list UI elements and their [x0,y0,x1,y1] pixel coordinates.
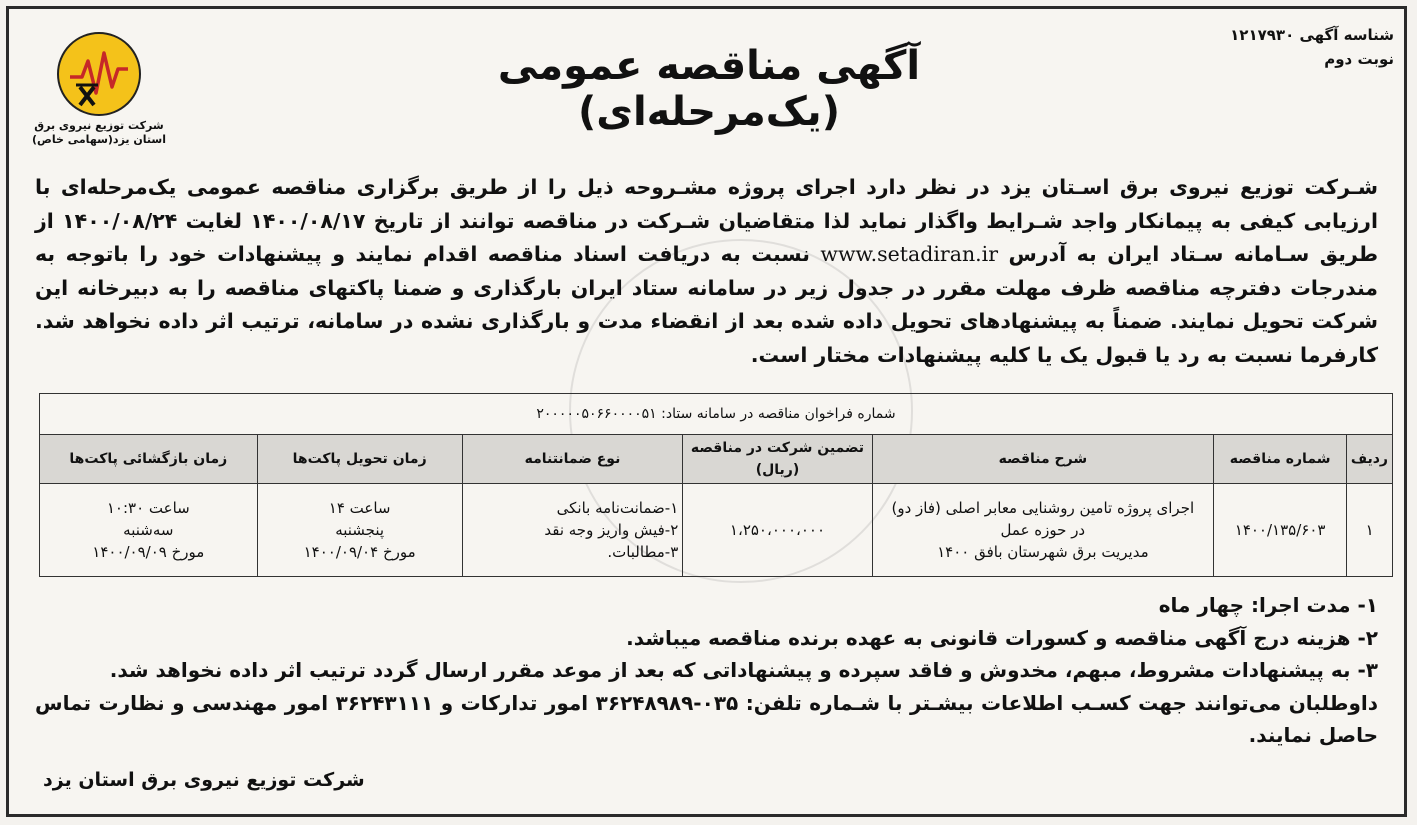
intro-paragraph [35,171,1378,372]
col-description: شرح مناقصه [872,435,1213,484]
intro-part1: شـرکت توزیع نیروی برق اسـتان یزد در نظر دارد اجرای پروژه مشـروحه ذیل را از طریق برگزاری مناقصه عمومی یک‌مرحله‌ای با ارزیابی کیفی به پیمانکار واجد شـرایط واگذار نماید لذا متقاضیان شـرکت در مناقصه توانند از تاریخ ۱۴۰۰/۰۸/۱۷ لغایت ۱۴۰۰/۰۸/۲۴ از طریق سـامانه سـتاد ایران به آدرس [35,175,1379,266]
cell-description [872,484,1213,577]
opening-line3: مورخ ۱۴۰۰/۰۹/۰۹ [92,543,205,561]
table-row [40,484,1393,577]
col-tender-no: شماره مناقصه [1214,435,1347,484]
guarantee-type-line1: ۱-ضمانت‌نامه بانکی [556,499,679,517]
note-costs: ۲- هزینه درج آگهی مناقصه و کسورات قانونی به عهده برنده مناقصه میباشد. [626,625,1378,650]
call-number: شماره فراخوان مناقصه در سامانه ستاد: ۲۰۰۰۰۰۵۰۶۶۰۰۰۰۵۱ [40,394,1393,435]
note-contact: داوطلبان می‌توانند جهت کسـب اطلاعات بیشـتر با شـماره تلفن: ۰۳۵-۳۶۲۴۸۹۸۹ امور تدارکات و ۳۶۲۴۳۱۱۱ امور مهندسی و نظارت تماس حاصل نمایند. [35,690,1379,747]
delivery-line1: ساعت ۱۴ [328,499,391,517]
logo-name-line2: استان یزد(سهامی خاص) [32,133,166,146]
page-title: آگهی مناقصه عمومی (یک‌مرحله‌ای) [497,43,921,135]
delivery-line3: مورخ ۱۴۰۰/۰۹/۰۴ [303,543,416,561]
tender-table [39,393,1393,577]
logo-company-name [29,119,169,147]
cell-tender-no: ۱۴۰۰/۱۳۵/۶۰۳ [1214,484,1347,577]
advertisement-frame [6,6,1407,817]
ad-round: نوبت دوم [1324,50,1394,68]
col-guarantee: تضمین شرکت در مناقصه (ریال) [683,435,872,484]
cell-opening [40,484,258,577]
cell-row: ۱ [1347,484,1393,577]
cell-guarantee-type [462,484,683,577]
opening-line1: ساعت ۱۰:۳۰ [106,499,190,517]
col-row: ردیف [1347,435,1393,484]
note-duration: ۱- مدت اجرا: چهار ماه [1158,593,1378,617]
note-conditions: ۳- به پیشنهادات مشروط، مبهم، مخدوش و فاقد سپرده و پیشنهاداتی که بعد از موعد مقرر ارسال گردد ترتیب اثر داده نخواهد شد. [109,658,1378,682]
intro-part2: نسبت به دریافت اسناد مناقصه اقدام نمایند و پیشنهادات خود را باتوجه به مندرجات دفترچه مناقصه ظرف مهلت مقرر در جدول زیر در سامانه ستاد ایران بارگذاری و ضمنا پاکتهای مناقصه را به دبیرخانه این شرکت تحویل نمایند. ضمناً به پیشنهادهای تحویل داده شده بعد از انقضاء مدت و بارگذاری نشده در سامانه، ترتیب اثر داده نخواهد شد. کارفرما نسبت به رد یا قبول یک یا کلیه پیشنهادات مختار است. [35,242,1378,367]
opening-line2: سه‌شنبه [123,521,174,539]
description-line2: در حوزه عمل [1000,521,1086,539]
guarantee-type-line3: ۳-مطالبات. [607,543,679,561]
delivery-line2: پنجشنبه [335,521,385,539]
cell-delivery [257,484,462,577]
setadiran-link[interactable]: www.setadiran.ir [820,242,999,266]
description-line3: مدیریت برق شهرستان بافق ۱۴۰۰ [937,543,1149,561]
table-header-row [40,435,1393,484]
company-logo [29,31,169,147]
cell-guarantee: ۱،۲۵۰،۰۰۰،۰۰۰ [683,484,872,577]
power-distribution-logo-icon [56,31,142,117]
ad-header-meta [1230,23,1394,71]
signature: شرکت توزیع نیروی برق استان یزد [43,769,365,791]
guarantee-type-line2: ۲-فیش واریز وجه نقد [544,521,679,539]
col-delivery: زمان تحویل پاکت‌ها [257,435,462,484]
col-opening: زمان بازگشائی پاکت‌ها [40,435,258,484]
logo-name-line1: شرکت توزیع نیروی برق [34,119,164,132]
notes-section [35,589,1378,752]
col-guarantee-type: نوع ضمانتنامه [462,435,683,484]
ad-id: شناسه آگهی ۱۲۱۷۹۳۰ [1230,26,1394,44]
description-line1: اجرای پروژه تامین روشنایی معابر اصلی (فاز دو) [891,499,1195,517]
